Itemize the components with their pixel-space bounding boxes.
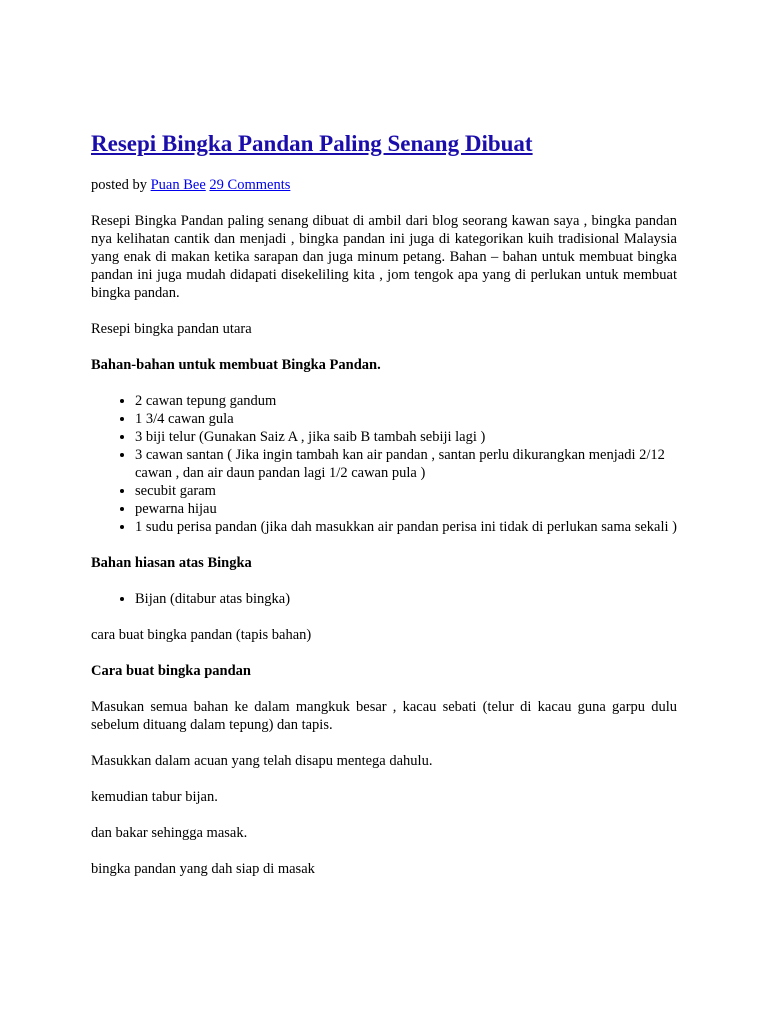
post-title	[91, 128, 677, 160]
ingredient-item: • 3 biji telur (Gunakan Saiz A , jika saib B tambah sebiji lagi )	[135, 428, 677, 446]
topping-list	[91, 590, 677, 608]
author-link[interactable]: Puan Bee	[150, 177, 206, 193]
topping-heading: Bahan hiasan atas Bingka	[91, 555, 252, 571]
posted-by-label: posted by	[91, 177, 147, 193]
method-caption: cara buat bingka pandan (tapis bahan)	[91, 627, 312, 643]
step-paragraph: Masukkan dalam acuan yang telah disapu mentega dahulu.	[91, 753, 433, 769]
post-title-link[interactable]: Resepi Bingka Pandan Paling Senang Dibuat	[91, 131, 533, 156]
method-heading: Cara buat bingka pandan	[91, 663, 251, 679]
ingredient-item: • 2 cawan tepung gandum	[135, 392, 677, 410]
comments-link[interactable]: 29 Comments	[209, 177, 291, 193]
ingredient-item: • pewarna hijau	[135, 500, 677, 518]
article	[91, 128, 677, 878]
ingredients-heading: Bahan-bahan untuk membuat Bingka Pandan.	[91, 357, 381, 373]
ingredient-item: • secubit garam	[135, 482, 677, 500]
topping-item: • Bijan (ditabur atas bingka)	[135, 590, 677, 608]
ingredient-item: • 1 sudu perisa pandan (jika dah masukkan air pandan perisa ini tidak di perlukan sama sekali )	[135, 518, 677, 536]
recipe-subtitle: Resepi bingka pandan utara	[91, 321, 252, 337]
step-paragraph: bingka pandan yang dah siap di masak	[91, 861, 315, 877]
post-meta	[91, 176, 677, 194]
ingredient-item: • 1 3/4 cawan gula	[135, 410, 677, 428]
ingredient-item: • 3 cawan santan ( Jika ingin tambah kan air pandan , santan perlu dikurangkan menjadi 2/12 cawan , dan air daun pandan lagi 1/2 cawan pula )	[135, 446, 677, 482]
step-paragraph: dan bakar sehingga masak.	[91, 825, 248, 841]
step-paragraph: Masukan semua bahan ke dalam mangkuk besar , kacau sebati (telur di kacau guna garpu dulu sebelum dituang dalam tepung) dan tapis.	[91, 699, 677, 733]
step-paragraph: kemudian tabur bijan.	[91, 789, 218, 805]
ingredients-list	[91, 392, 677, 536]
intro-paragraph: Resepi Bingka Pandan paling senang dibuat di ambil dari blog seorang kawan saya , bingka pandan nya kelihatan cantik dan menjadi , bingka pandan ini juga di kategorikan kuih tradisional Malaysia yang enak di makan ketika sarapan dan juga minum petang. Bahan – bahan untuk membuat bingka pandan ini juga mudah didapati disekeliling kita , jom tengok apa yang di perlukan untuk membuat bingka pandan.	[91, 213, 677, 301]
